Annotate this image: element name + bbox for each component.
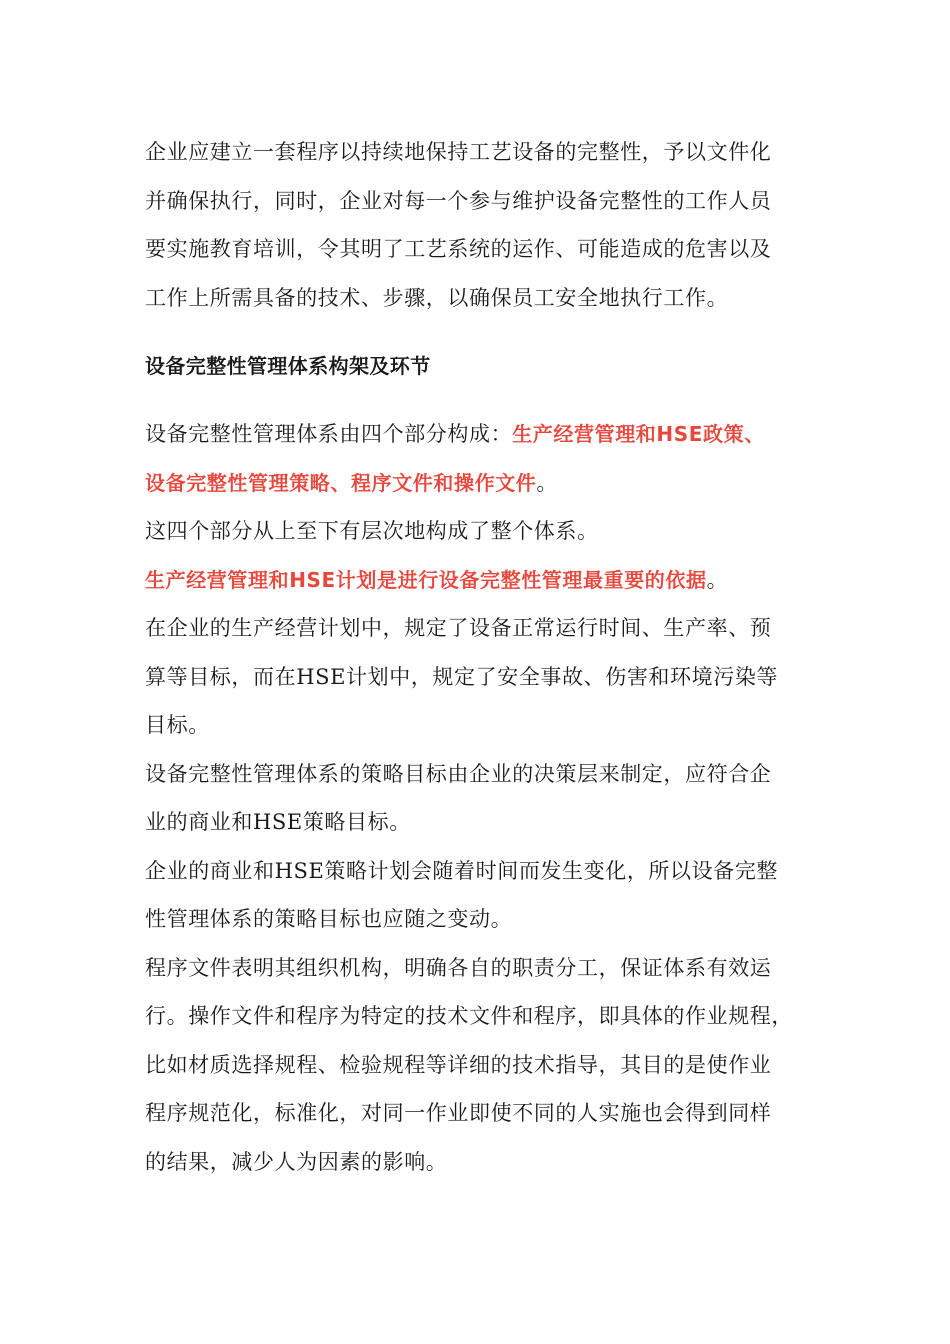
- intro-paragraph: [145, 128, 810, 322]
- text-run: 。: [706, 567, 729, 592]
- text-line: 设备完整性管理体系的策略目标由企业的决策层来制定，应符合企: [145, 761, 772, 786]
- text-line: 的结果，减少人为因素的影响。: [145, 1149, 448, 1174]
- text-line: 比如材质选择规程、检验规程等详细的技术指导，其目的是使作业: [145, 1052, 772, 1077]
- highlight-text: 生产经营管理和HSE计划是进行设备完整性管理最重要的依据: [145, 567, 707, 592]
- highlight-text: 设备完整性管理策略、程序文件和操作文件: [145, 470, 537, 495]
- text-line: [145, 459, 810, 508]
- text-line: 并确保执行，同时，企业对每一个参与维护设备完整性的工作人员: [145, 188, 772, 213]
- paragraph-change: [145, 847, 810, 944]
- text-line: 行。操作文件和程序为特定的技术文件和程序，即具体的作业规程，: [145, 1004, 793, 1028]
- paragraph-hierarchy: [145, 507, 810, 556]
- text-run: 设备完整性管理体系由四个部分构成：: [145, 422, 513, 446]
- paragraph-strategy: [145, 750, 810, 847]
- text-run: 。: [536, 470, 559, 495]
- text-line: [145, 556, 810, 605]
- highlight-text: 生产经营管理和HSE政策、: [512, 422, 765, 446]
- text-line: 工作上所需具备的技术、步骤，以确保员工安全地执行工作。: [145, 285, 729, 310]
- text-line: 程序文件表明其组织机构，明确各自的职责分工，保证体系有效运: [145, 955, 772, 980]
- text-line: 企业应建立一套程序以持续地保持工艺设备的完整性，予以文件化: [145, 140, 772, 164]
- paragraph-structure: [145, 410, 810, 507]
- section-heading: 设备完整性管理体系构架及环节: [145, 354, 431, 378]
- text-line: 这四个部分从上至下有层次地构成了整个体系。: [145, 519, 599, 543]
- paragraph-procedures: [145, 944, 810, 1187]
- text-line: 业的商业和HSE策略目标。: [145, 810, 411, 834]
- paragraph-basis: [145, 556, 810, 605]
- text-line: 目标。: [145, 713, 210, 737]
- text-line: 要实施教育培训，令其明了工艺系统的运作、可能造成的危害以及: [145, 237, 772, 261]
- text-line: 算等目标，而在HSE计划中，规定了安全事故、伤害和环境污染等: [145, 664, 779, 689]
- text-line: [145, 410, 810, 459]
- text-line: 程序规范化，标准化，对同一作业即使不同的人实施也会得到同样: [145, 1101, 772, 1125]
- paragraph-plan-goals: [145, 604, 810, 750]
- text-line: 在企业的生产经营计划中，规定了设备正常运行时间、生产率、预: [145, 616, 772, 640]
- text-line: 性管理体系的策略目标也应随之变动。: [145, 907, 513, 931]
- document-page: [145, 128, 810, 1186]
- text-line: 企业的商业和HSE策略计划会随着时间而发生变化，所以设备完整: [145, 858, 779, 883]
